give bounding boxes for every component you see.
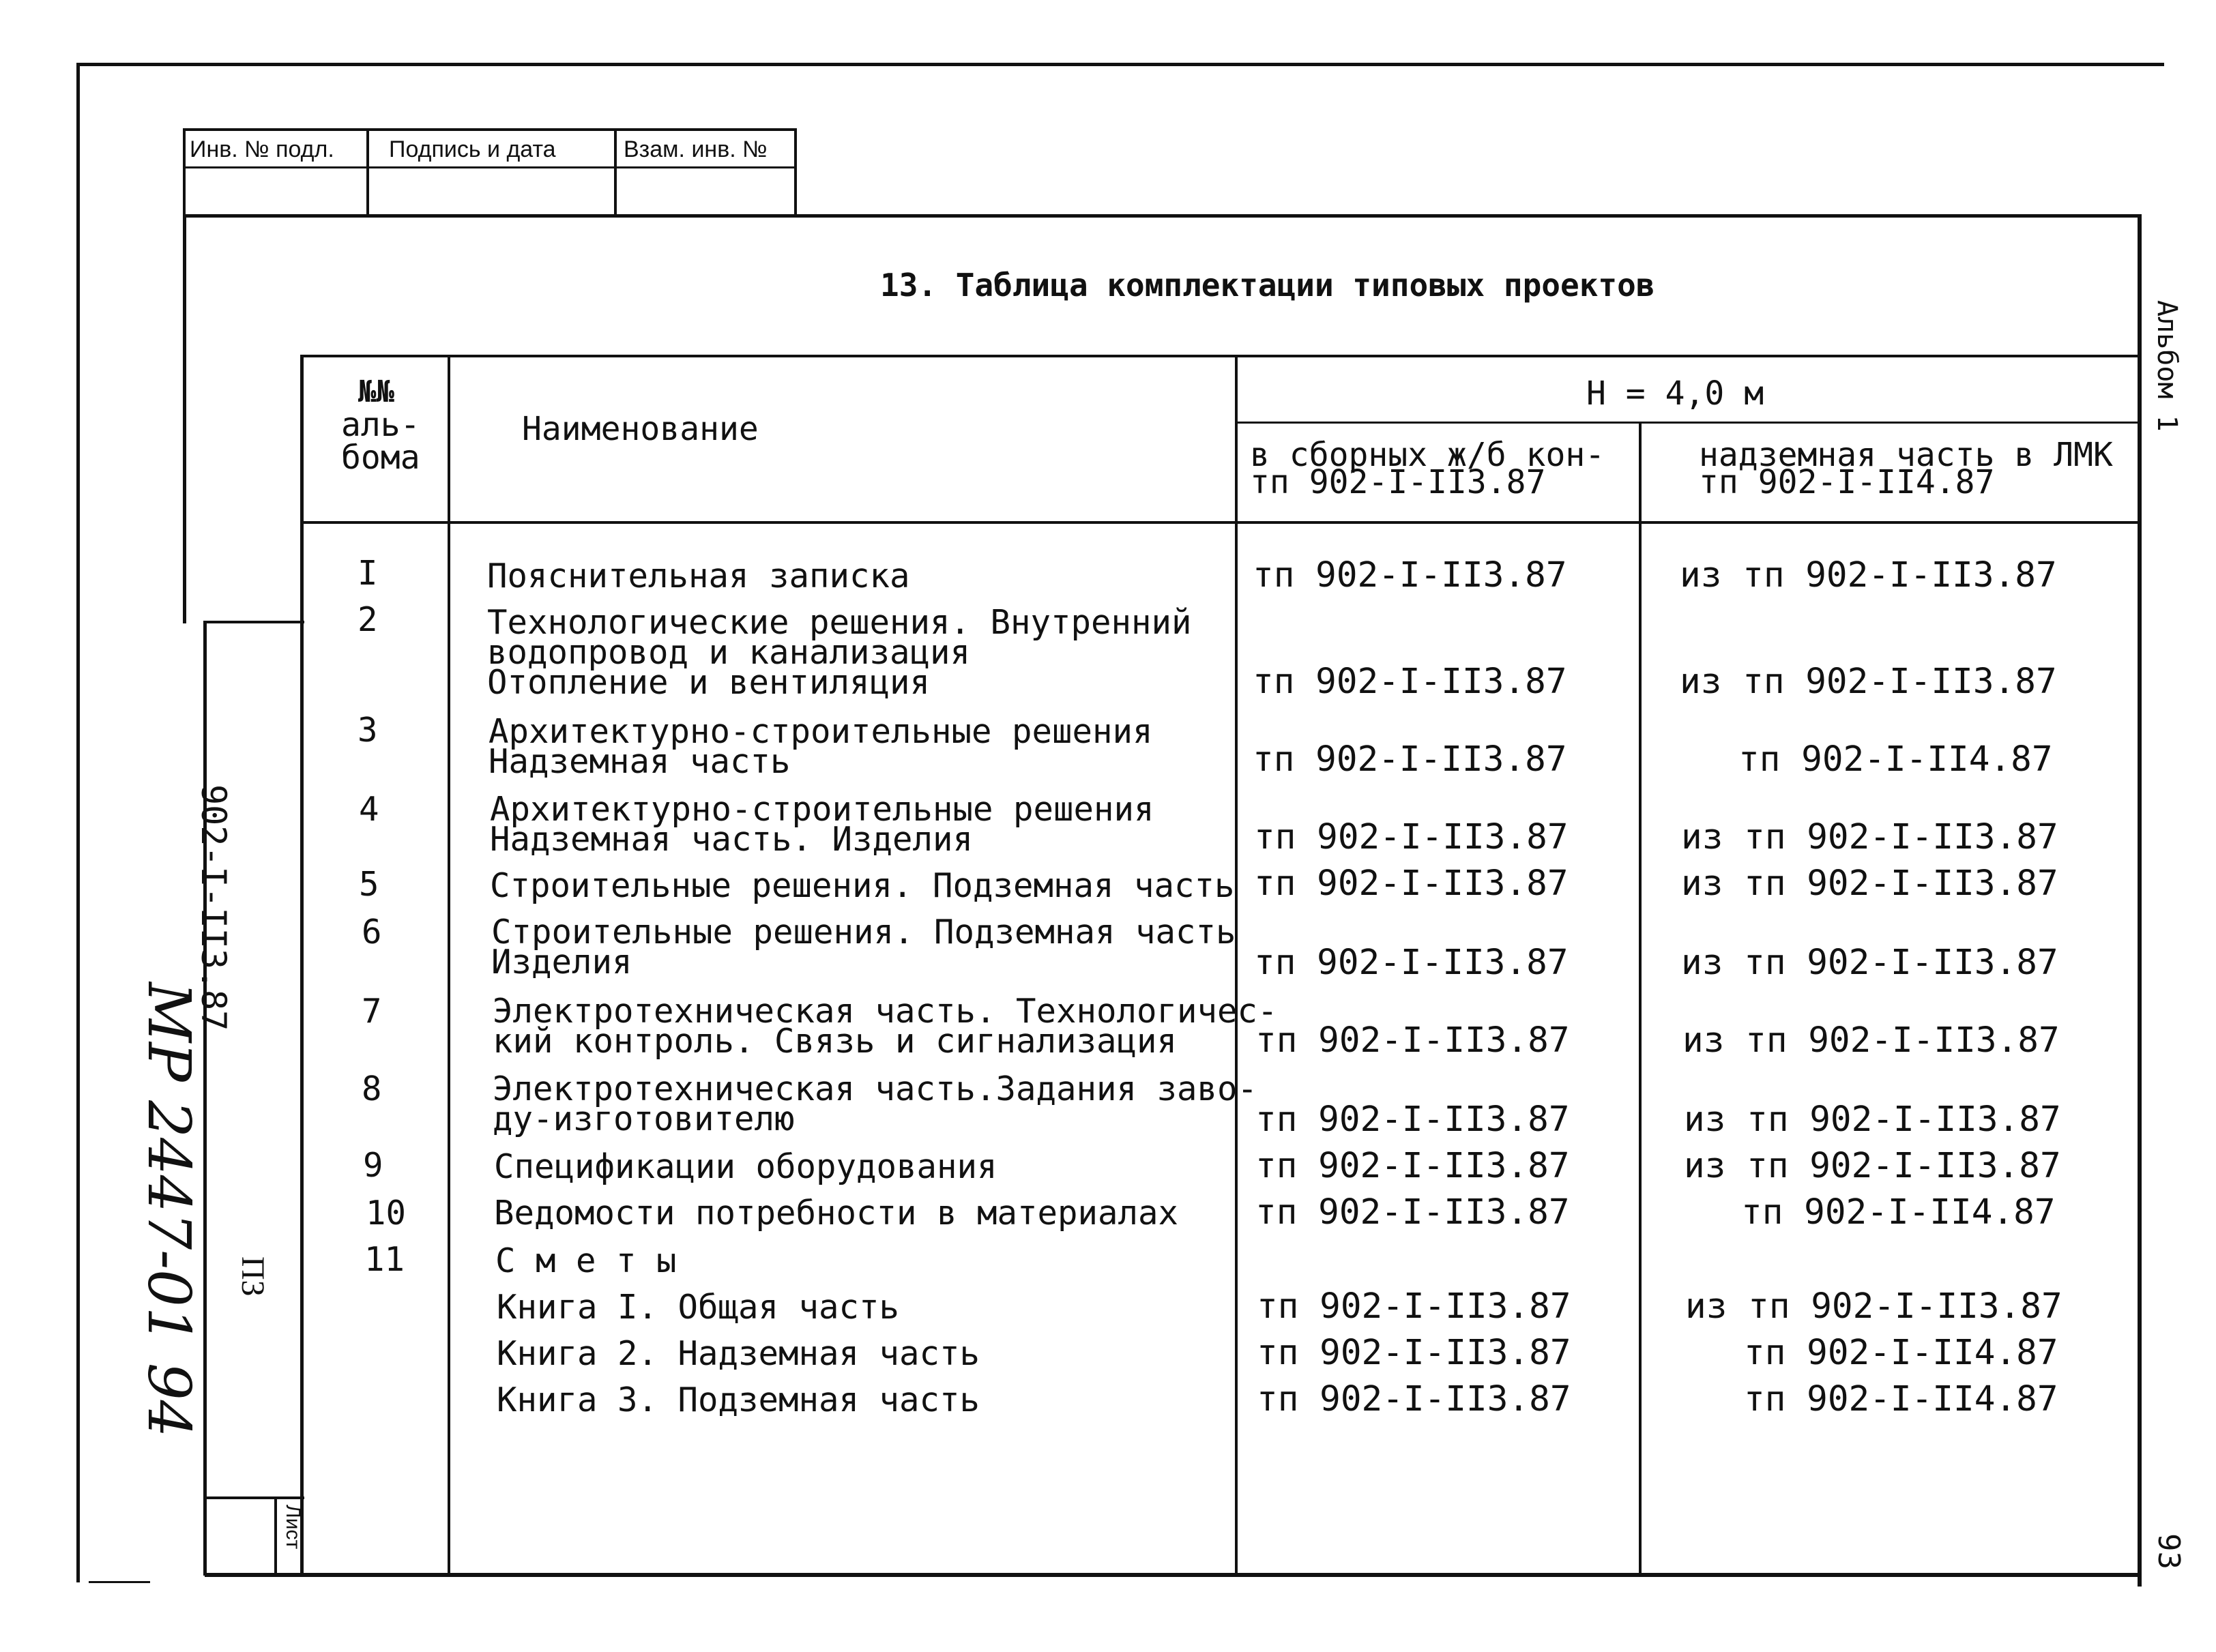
row-11-num: 11 [364,1240,405,1279]
stamp-inv-podl: Инв. № подл. [190,136,334,162]
side-sheet-box-top [203,1496,304,1499]
row-6-col2: из тп 902-I-II3.87 [1681,943,2058,983]
header-h-value: Н = 4,0 м [1586,374,1764,413]
row-8-name-line1: Электротехническая часть.Задания заво- [493,1070,1258,1108]
side-project-code: 902-I-II3.87 [194,784,233,1031]
side-column-left [203,621,207,1576]
side-column-top [203,621,304,623]
row-2-col2: из тп 902-I-II3.87 [1680,662,2057,702]
sheet-bottom-border [205,1573,2142,1577]
row-3-name-line2: Надземная часть [489,742,791,781]
side-sheet-box-divider [274,1496,277,1576]
row-8-col2: из тп 902-I-II3.87 [1684,1100,2061,1140]
row-3-col2: тп 902-I-II4.87 [1738,739,2053,780]
row-5-name-line1: Строительные решения. Подземная часть [490,866,1235,905]
row-1-col2: из тп 902-I-II3.87 [1680,555,2057,595]
side-section-code: ПЗ [235,1256,271,1297]
row-9-col1: тп 902-I-II3.87 [1255,1146,1570,1186]
row-9-col2: из тп 902-I-II3.87 [1684,1146,2061,1186]
header-bottom-line [300,521,2142,524]
header-num-line3: бома [341,439,420,477]
row-4-col1: тп 902-I-II3.87 [1254,817,1569,857]
row-3-name-line1: Архитектурно-строительные решения [489,712,1153,751]
row-2-name-line2: водопровод и канализация [487,633,971,672]
row-3-num: 3 [358,711,378,750]
row-6-name-line1: Строительные решения. Подземная часть [491,913,1236,952]
row-5-col1: тп 902-I-II3.87 [1254,864,1569,904]
stamp-block [183,128,797,217]
row-10-col2: тп 902-I-II4.87 [1741,1192,2056,1233]
table-left-line [300,355,304,1576]
header-name: Наименование [522,410,759,448]
header-h-subline [1238,422,2142,424]
row-11-name-line1: С м е т ы [495,1241,677,1280]
row-book3-name: Книга 3. Подземная часть [497,1381,980,1419]
row-3-col1: тп 902-I-II3.87 [1253,739,1567,780]
row-10-num: 10 [366,1194,407,1233]
row-7-col1: тп 902-I-II3.87 [1255,1020,1570,1061]
header-num-line2: аль- [341,406,420,444]
stamp-podpis-data: Подпись и дата [389,136,556,162]
sheet-left-border [183,214,186,623]
header-col1-line2: тп 902-I-II3.87 [1250,463,1546,501]
row-1-name-line1: Пояснительная записка [487,557,910,595]
stamp-vzam-inv: Взам. инв. № [624,136,768,162]
header-col2-line2: тп 902-I-II4.87 [1699,463,1995,501]
col-name-line [1235,355,1238,1576]
frame-top-line [76,63,2164,66]
handwritten-number: МР 2447-01 94 [134,982,203,1438]
row-6-num: 6 [362,913,382,952]
sheet-right-border [2138,214,2142,1587]
row-1-num: I [358,554,378,593]
side-album-label: Альбом 1 [2151,300,2183,432]
sheet-top-border [183,214,2141,218]
row-5-num: 5 [359,865,379,904]
row-7-num: 7 [362,992,382,1031]
row-7-name-line2: кий контроль. Связь и сигнализация [493,1022,1178,1061]
header-col1-line1: в сборных ж/б кон- [1250,436,1605,474]
side-sheet-label: Лист [282,1505,304,1550]
row-book1-col1: тп 902-I-II3.87 [1257,1286,1571,1327]
row-5-col2: из тп 902-I-II3.87 [1681,864,2058,904]
header-col2-line1: надземная часть в ЛМК [1699,436,2113,474]
frame-left-line [76,63,80,1582]
row-2-num: 2 [358,600,378,639]
row-10-col1: тп 902-I-II3.87 [1255,1192,1570,1233]
row-book1-name: Книга I. Общая часть [497,1288,900,1327]
table-top-line [300,355,2142,357]
row-book3-col1: тп 902-I-II3.87 [1257,1379,1571,1419]
row-4-name-line1: Архитектурно-строительные решения [490,790,1154,829]
row-4-col2: из тп 902-I-II3.87 [1681,817,2058,857]
row-10-name-line1: Ведомости потребности в материалах [494,1194,1179,1233]
row-8-col1: тп 902-I-II3.87 [1255,1100,1570,1140]
row-6-col1: тп 902-I-II3.87 [1254,943,1569,983]
row-4-name-line2: Надземная часть. Изделия [490,820,974,859]
row-2-name-line3: Отопление и вентиляция [487,663,931,702]
row-8-num: 8 [362,1070,382,1108]
row-book2-col2: тп 902-I-II4.87 [1744,1333,2058,1373]
col-num-line [448,355,450,1576]
side-sheet-number: 93 [2151,1533,2186,1569]
row-7-name-line1: Электротехническая часть. Технологичес- [493,992,1278,1031]
frame-bottom-mark [89,1581,150,1583]
row-2-col1: тп 902-I-II3.87 [1253,662,1567,702]
row-9-num: 9 [363,1146,383,1185]
row-9-name-line1: Спецификации оборудования [494,1147,997,1186]
row-1-col1: тп 902-I-II3.87 [1253,555,1567,595]
col-split-line [1639,423,1642,1576]
row-book3-col2: тп 902-I-II4.87 [1744,1379,2058,1419]
row-7-col2: из тп 902-I-II3.87 [1682,1020,2060,1061]
row-8-name-line2: ду-изготовителю [493,1100,795,1138]
row-book2-col1: тп 902-I-II3.87 [1257,1333,1571,1373]
row-book2-name: Книга 2. Надземная часть [497,1334,980,1373]
row-4-num: 4 [359,790,379,829]
header-num-line1: №№ [358,374,394,409]
row-6-name-line2: Изделия [491,943,632,982]
page-title: 13. Таблица комплектации типовых проектов [880,267,1655,304]
row-2-name-line1: Технологические решения. Внутренний [487,603,1192,642]
row-book1-col2: из тп 902-I-II3.87 [1685,1286,2062,1327]
